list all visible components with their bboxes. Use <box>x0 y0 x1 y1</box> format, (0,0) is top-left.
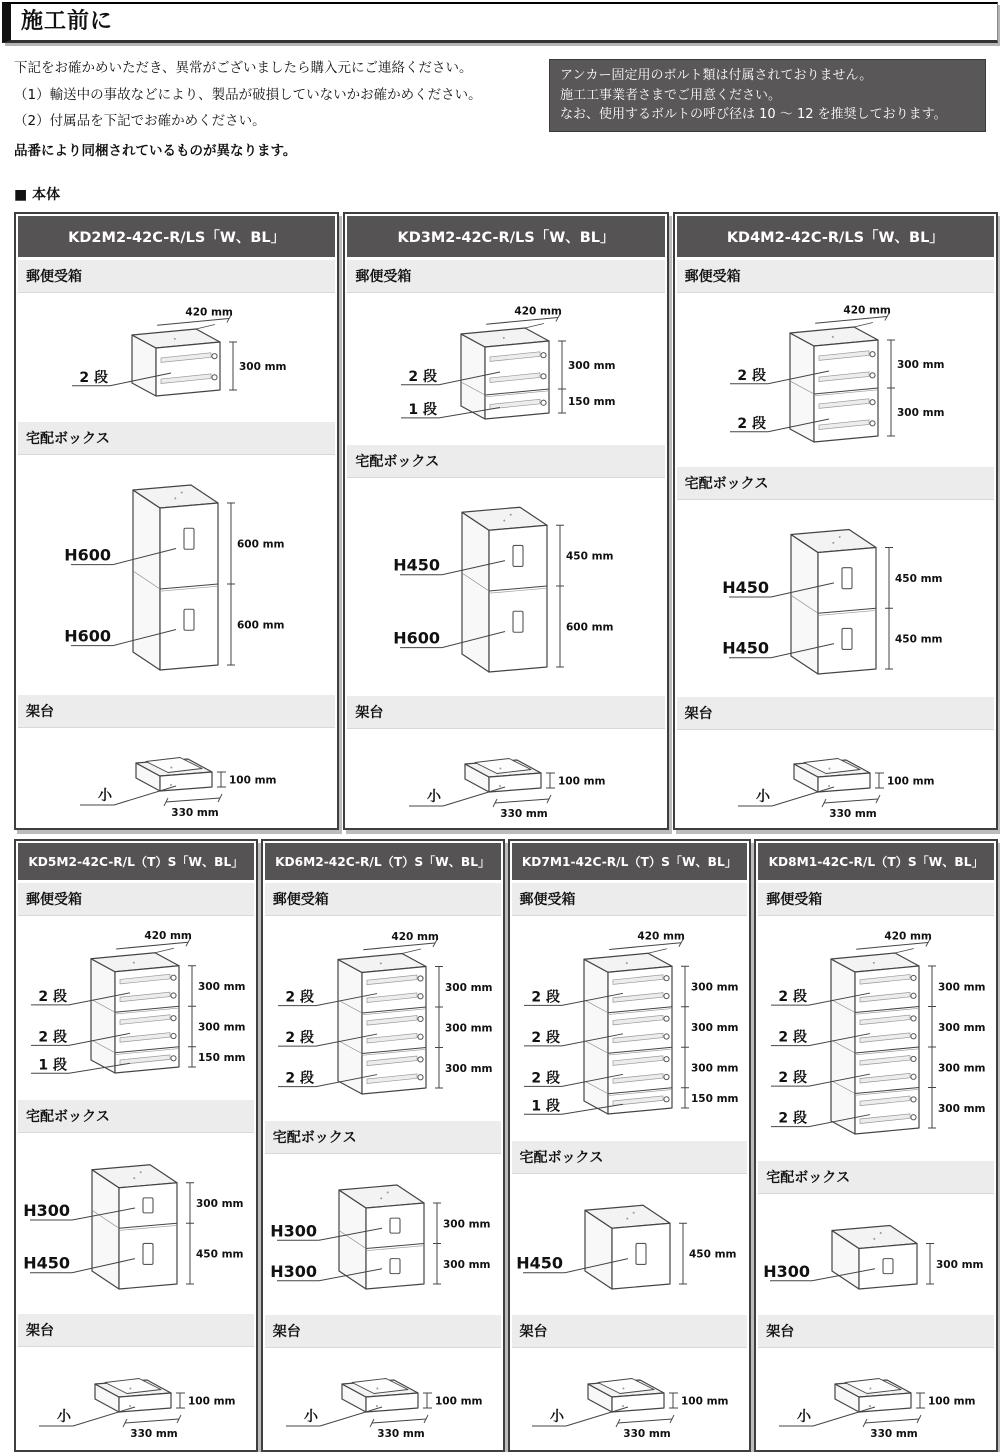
intro-line-3: （2）付属品を下記でお確かめください。 <box>14 113 266 130</box>
mailbox-drawing <box>19 923 253 1091</box>
stand-figure <box>18 728 335 827</box>
mailbox-drawing <box>718 297 952 460</box>
svg-text:H300: H300 <box>269 1221 317 1241</box>
svg-text:420 mm: 420 mm <box>185 306 233 319</box>
delivery-box-drawing <box>19 1140 253 1305</box>
svg-text:420 mm: 420 mm <box>637 930 686 943</box>
mailbox-figure <box>677 293 994 464</box>
mailbox-drawing <box>389 298 623 437</box>
delivery-figure <box>512 1174 748 1312</box>
stand-drawing <box>718 734 952 822</box>
svg-text:小: 小 <box>426 788 441 805</box>
svg-text:100 mm: 100 mm <box>887 775 935 788</box>
svg-text:330 mm: 330 mm <box>623 1427 672 1440</box>
svg-text:100 mm: 100 mm <box>228 774 277 787</box>
mailbox-figure <box>18 293 335 419</box>
svg-text:2 段: 2 段 <box>778 1029 808 1046</box>
delivery-box-drawing <box>759 1200 993 1305</box>
section-band-delivery: 宅配ボックス <box>18 422 335 455</box>
delivery-box-drawing <box>60 460 294 686</box>
svg-text:H600: H600 <box>63 626 111 646</box>
delivery-figure <box>18 1133 254 1311</box>
svg-text:1 段: 1 段 <box>531 1097 561 1114</box>
delivery-figure <box>758 1194 994 1312</box>
body-section-marker: ■ 本体 <box>14 187 61 204</box>
mailbox-figure <box>758 916 994 1158</box>
section-band-delivery: 宅配ボックス <box>677 467 994 500</box>
svg-text:100 mm: 100 mm <box>681 1395 729 1408</box>
panel-title: KD6M2-42C-R/L（T）S「W、BL」 <box>265 843 501 880</box>
panel-title: KD7M1-42C-R/L（T）S「W、BL」 <box>512 843 748 880</box>
svg-text:2 段: 2 段 <box>778 988 808 1005</box>
delivery-figure <box>677 500 994 694</box>
svg-text:100 mm: 100 mm <box>557 775 606 788</box>
mailbox-drawing <box>512 923 746 1132</box>
svg-text:小: 小 <box>756 789 771 806</box>
delivery-box-drawing <box>718 504 952 690</box>
svg-text:2 段: 2 段 <box>285 1029 314 1046</box>
svg-text:600 mm: 600 mm <box>236 619 285 632</box>
delivery-figure <box>18 455 335 692</box>
svg-text:2 段: 2 段 <box>285 1070 314 1087</box>
product-panel <box>343 212 668 830</box>
section-band-mailbox: 郵便受箱 <box>265 883 501 916</box>
svg-text:330 mm: 330 mm <box>376 1427 425 1440</box>
stand-drawing <box>60 733 294 821</box>
mailbox-drawing <box>266 923 500 1112</box>
svg-text:150 mm: 150 mm <box>197 1051 246 1064</box>
section-band-delivery: 宅配ボックス <box>347 445 664 478</box>
panel-title: KD8M1-42C-R/L（T）S「W、BL」 <box>758 843 994 880</box>
section-band-mailbox: 郵便受箱 <box>758 883 994 916</box>
svg-text:300 mm: 300 mm <box>897 359 945 372</box>
svg-text:100 mm: 100 mm <box>187 1395 236 1408</box>
svg-text:300 mm: 300 mm <box>897 407 945 420</box>
section-band-mailbox: 郵便受箱 <box>347 260 664 293</box>
svg-text:2 段: 2 段 <box>38 988 67 1005</box>
svg-text:小: 小 <box>97 787 112 804</box>
svg-text:150 mm: 150 mm <box>567 395 616 408</box>
panel-row-1 <box>14 212 998 830</box>
svg-text:450 mm: 450 mm <box>895 633 943 646</box>
svg-text:H300: H300 <box>763 1262 811 1282</box>
svg-text:300 mm: 300 mm <box>197 980 246 993</box>
svg-text:300 mm: 300 mm <box>444 1062 493 1075</box>
svg-text:420 mm: 420 mm <box>884 930 933 943</box>
svg-text:2 段: 2 段 <box>531 988 561 1005</box>
mailbox-figure <box>265 916 501 1118</box>
panel-title: KD5M2-42C-R/L（T）S「W、BL」 <box>18 843 254 880</box>
manual-page <box>0 2 1000 1440</box>
delivery-box-drawing <box>512 1180 746 1305</box>
section-band-stand: 架台 <box>18 1314 254 1347</box>
product-panel <box>754 839 998 1452</box>
section-band-stand: 架台 <box>18 695 335 728</box>
stand-figure <box>18 1347 254 1448</box>
product-panel <box>261 839 505 1452</box>
svg-text:600 mm: 600 mm <box>236 538 285 551</box>
svg-text:450 mm: 450 mm <box>565 550 614 563</box>
anchor-bolt-note-box <box>549 59 986 132</box>
svg-text:300 mm: 300 mm <box>938 1102 986 1115</box>
svg-text:H450: H450 <box>722 638 770 658</box>
intro-section <box>14 59 986 168</box>
product-panel <box>14 212 339 830</box>
svg-text:H450: H450 <box>393 555 440 575</box>
svg-text:300 mm: 300 mm <box>938 1061 986 1074</box>
svg-text:330 mm: 330 mm <box>130 1427 178 1440</box>
stand-drawing <box>512 1354 746 1442</box>
section-band-delivery: 宅配ボックス <box>18 1100 254 1133</box>
svg-text:450 mm: 450 mm <box>689 1248 737 1261</box>
svg-text:2 段: 2 段 <box>737 368 767 385</box>
delivery-box-drawing <box>266 1160 500 1305</box>
svg-text:2 段: 2 段 <box>778 1069 808 1086</box>
panel-row-2 <box>14 839 998 1452</box>
mailbox-drawing <box>60 299 294 414</box>
product-panel <box>508 839 752 1452</box>
svg-text:300 mm: 300 mm <box>197 1021 246 1034</box>
svg-text:H600: H600 <box>393 628 440 648</box>
section-band-stand: 架台 <box>265 1315 501 1348</box>
svg-text:600 mm: 600 mm <box>565 621 614 634</box>
section-band-delivery: 宅配ボックス <box>512 1141 748 1174</box>
delivery-box-drawing <box>389 482 623 688</box>
note-line-3: なお、使用するボルトの呼び径は 10 ～ 12 を推奨しております。 <box>560 107 947 122</box>
intro-line-1: 下記をお確かめいただき、異常がございましたら購入元にご連絡ください。 <box>14 60 473 76</box>
intro-line-2: （1）輸送中の事故などにより、製品が破損していないかお確かめください。 <box>14 86 482 103</box>
panel-title: KD2M2-42C-R/LS「W、BL」 <box>18 216 335 257</box>
svg-text:2 段: 2 段 <box>79 369 108 386</box>
mailbox-figure <box>18 916 254 1097</box>
svg-text:300 mm: 300 mm <box>938 1021 986 1034</box>
note-line-2: 施工工事業者さまでご用意ください。 <box>560 87 782 103</box>
svg-text:小: 小 <box>56 1408 71 1425</box>
stand-drawing <box>389 734 623 822</box>
svg-text:300 mm: 300 mm <box>444 1021 493 1034</box>
svg-text:小: 小 <box>550 1408 565 1425</box>
svg-text:300 mm: 300 mm <box>691 1062 739 1075</box>
svg-text:300 mm: 300 mm <box>442 1259 491 1271</box>
svg-text:小: 小 <box>797 1408 812 1425</box>
product-panel <box>673 212 998 830</box>
stand-figure <box>347 729 664 826</box>
svg-text:H300: H300 <box>269 1262 317 1282</box>
svg-text:H450: H450 <box>23 1253 70 1273</box>
section-band-delivery: 宅配ボックス <box>758 1161 994 1194</box>
svg-text:330 mm: 330 mm <box>170 806 219 819</box>
svg-text:330 mm: 330 mm <box>829 808 878 821</box>
svg-text:420 mm: 420 mm <box>391 930 439 943</box>
stand-figure <box>265 1348 501 1449</box>
svg-text:1 段: 1 段 <box>38 1057 67 1074</box>
svg-text:H450: H450 <box>722 578 770 598</box>
svg-text:330 mm: 330 mm <box>500 807 548 820</box>
svg-text:300 mm: 300 mm <box>691 1021 739 1034</box>
svg-text:420 mm: 420 mm <box>144 929 192 942</box>
svg-text:100 mm: 100 mm <box>434 1395 483 1408</box>
svg-text:300 mm: 300 mm <box>238 360 287 373</box>
stand-figure <box>512 1348 748 1449</box>
page-title: 施工前に <box>2 2 998 43</box>
svg-text:2 段: 2 段 <box>531 1069 561 1086</box>
section-band-mailbox: 郵便受箱 <box>18 883 254 916</box>
mailbox-drawing <box>759 923 993 1152</box>
stand-figure <box>677 730 994 826</box>
svg-text:100 mm: 100 mm <box>928 1395 976 1408</box>
intro-note-bold: 品番により同梱されているものが異なります。 <box>14 142 297 159</box>
svg-text:300 mm: 300 mm <box>936 1259 984 1271</box>
svg-text:1 段: 1 段 <box>408 401 437 418</box>
product-panel <box>14 839 258 1452</box>
svg-text:330 mm: 330 mm <box>870 1427 918 1440</box>
svg-text:300 mm: 300 mm <box>195 1197 244 1210</box>
svg-text:300 mm: 300 mm <box>442 1218 491 1231</box>
mailbox-figure <box>512 916 748 1138</box>
svg-text:2 段: 2 段 <box>285 989 314 1006</box>
svg-text:150 mm: 150 mm <box>691 1092 739 1105</box>
section-band-stand: 架台 <box>677 697 994 730</box>
section-band-mailbox: 郵便受箱 <box>18 260 335 293</box>
svg-text:300 mm: 300 mm <box>444 981 493 994</box>
svg-text:H300: H300 <box>23 1200 70 1220</box>
stand-drawing <box>266 1354 500 1442</box>
delivery-figure <box>347 478 664 693</box>
svg-text:450 mm: 450 mm <box>195 1248 244 1261</box>
svg-text:2 段: 2 段 <box>778 1110 808 1127</box>
svg-text:300 mm: 300 mm <box>691 981 739 994</box>
intro-text <box>14 59 527 168</box>
section-band-stand: 架台 <box>758 1315 994 1348</box>
svg-text:H600: H600 <box>63 545 111 565</box>
svg-text:450 mm: 450 mm <box>895 573 943 586</box>
svg-text:300 mm: 300 mm <box>567 359 616 372</box>
mailbox-figure <box>347 293 664 441</box>
stand-drawing <box>759 1354 993 1442</box>
svg-text:小: 小 <box>303 1408 318 1425</box>
section-band-mailbox: 郵便受箱 <box>512 883 748 916</box>
svg-text:H450: H450 <box>516 1253 564 1273</box>
panel-title: KD3M2-42C-R/LS「W、BL」 <box>347 216 664 257</box>
svg-text:420 mm: 420 mm <box>514 305 562 318</box>
section-band-stand: 架台 <box>347 696 664 729</box>
svg-text:2 段: 2 段 <box>408 368 437 385</box>
panel-title: KD4M2-42C-R/LS「W、BL」 <box>677 216 994 257</box>
section-band-mailbox: 郵便受箱 <box>677 260 994 293</box>
stand-drawing <box>19 1354 253 1442</box>
note-line-1: アンカー固定用のボルト類は付属されておりません。 <box>560 68 873 83</box>
svg-text:420 mm: 420 mm <box>843 304 892 317</box>
delivery-figure <box>265 1154 501 1312</box>
svg-text:300 mm: 300 mm <box>938 980 986 993</box>
svg-text:2 段: 2 段 <box>531 1029 561 1046</box>
svg-text:2 段: 2 段 <box>737 416 767 433</box>
section-band-delivery: 宅配ボックス <box>265 1121 501 1154</box>
stand-figure <box>758 1348 994 1449</box>
svg-text:2 段: 2 段 <box>38 1029 67 1046</box>
section-band-stand: 架台 <box>512 1315 748 1348</box>
